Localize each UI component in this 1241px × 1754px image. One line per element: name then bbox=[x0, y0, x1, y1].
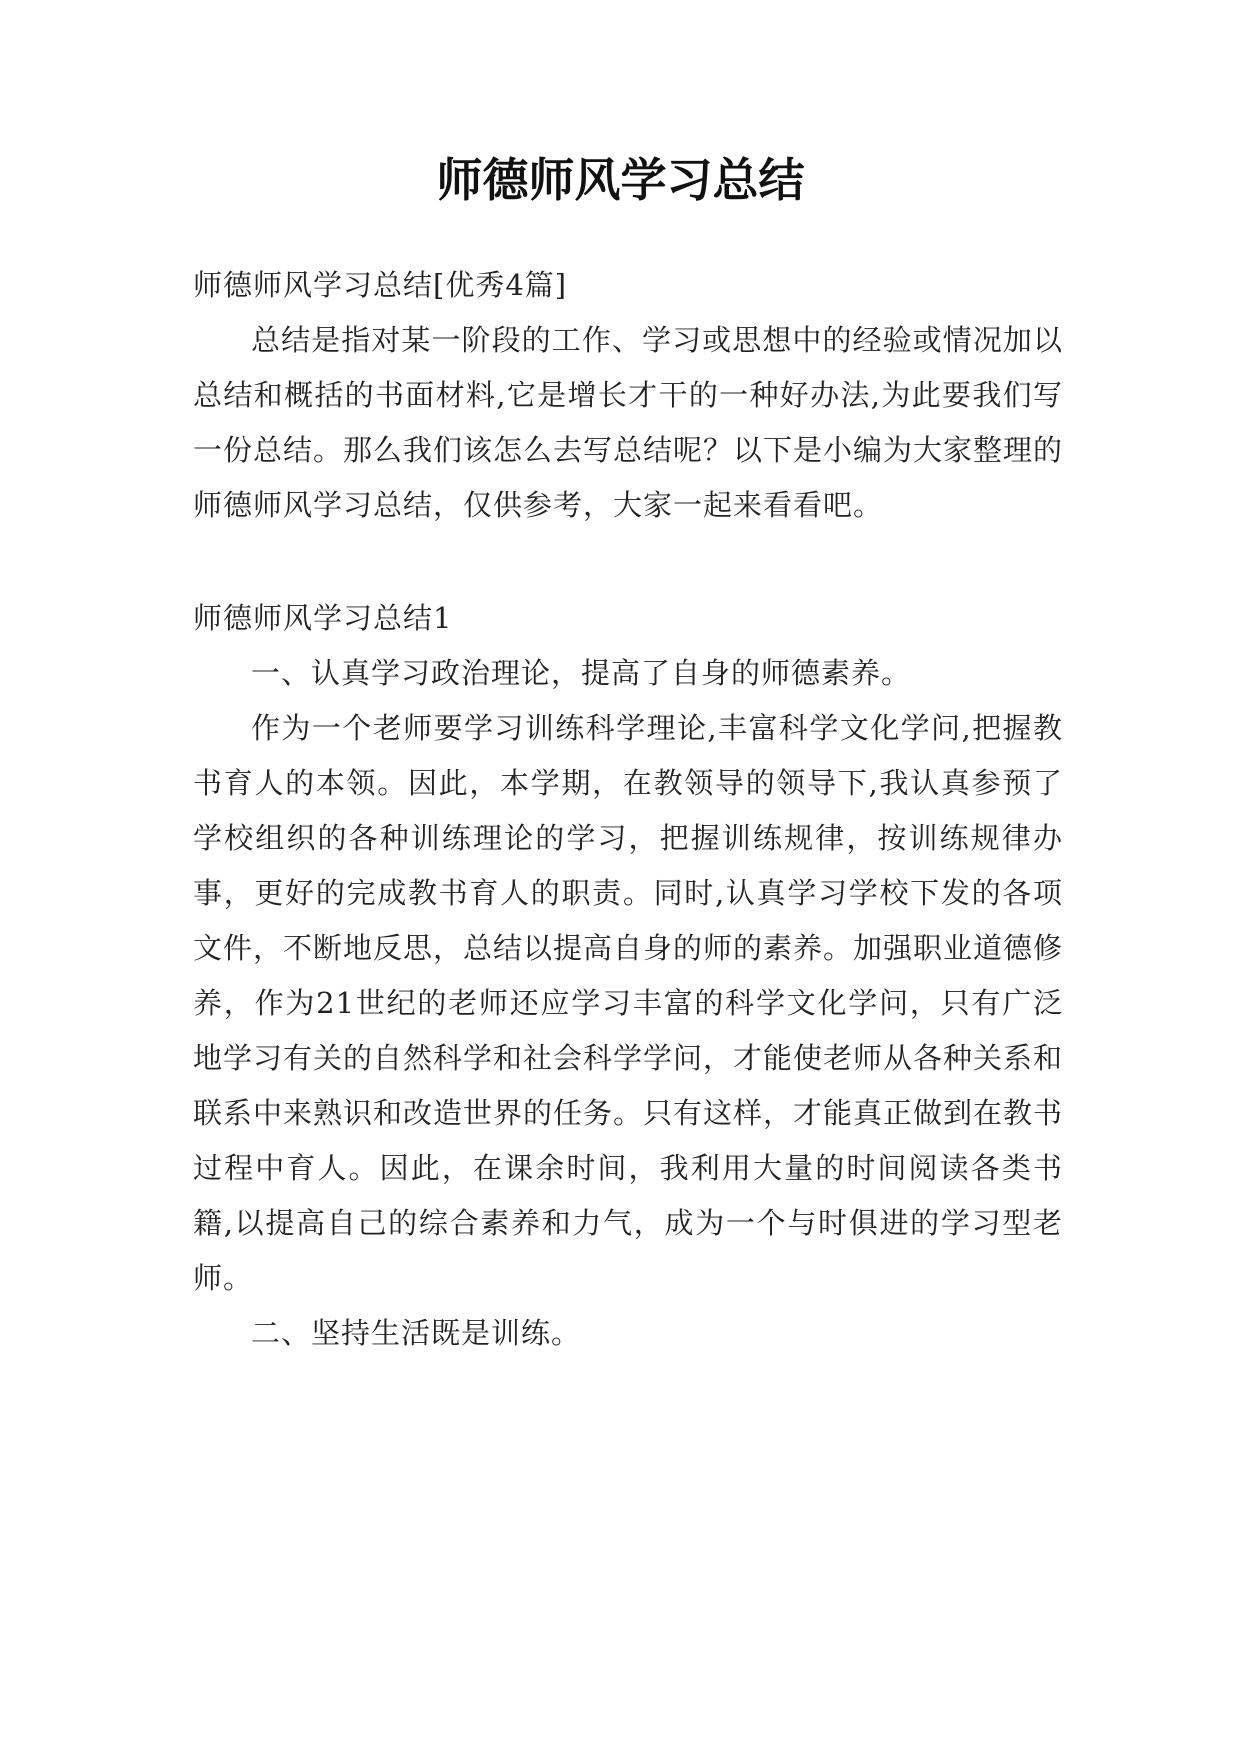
section-heading: 师德师风学习总结1 bbox=[193, 601, 453, 635]
document-subtitle: 师德师风学习总结[优秀4篇] bbox=[193, 268, 568, 302]
document-title: 师德师风学习总结 bbox=[436, 153, 805, 207]
intro-paragraph: 总结是指对某一阶段的工作、学习或思想中的经验或情况加以总结和概括的书面材料,它是增长才干的一种好办法,为此要我们写一份总结。那么我们该怎么去写总结呢？以下是小编为大家整理的师德师风学习总结，仅供参考，大家一起来看看吧。 bbox=[193, 323, 1064, 522]
document-body bbox=[193, 258, 1063, 1361]
section-paragraph-1: 作为一个老师要学习训练科学理论,丰富科学文化学问,把握教书育人的本领。因此，本学期，在教领导的领导下,我认真参预了学校组织的各种训练理论的学习，把握训练规律，按训练规律办事，更好的完成教书育人的职责。同时,认真学习学校下发的各项文件，不断地反思，总结以提高自身的师的素养。加强职业道德修养，作为21世纪的老师还应学习丰富的科学文化学问，只有广泛地学习有关的自然科学和社会科学学问，才能使老师从各种关系和联系中来熟识和改造世界的任务。只有这样，才能真正做到在教书过程中育人。因此，在课余时间，我利用大量的时间阅读各类书籍,以提高自己的综合素养和力气，成为一个与时俱进的学习型老师。 bbox=[193, 711, 1064, 1295]
section-spacer bbox=[193, 533, 1063, 591]
section-point-2: 二、坚持生活既是训练。 bbox=[251, 1316, 582, 1350]
section-point-1: 一、认真学习政治理论，提高了自身的师德素养。 bbox=[251, 656, 912, 690]
